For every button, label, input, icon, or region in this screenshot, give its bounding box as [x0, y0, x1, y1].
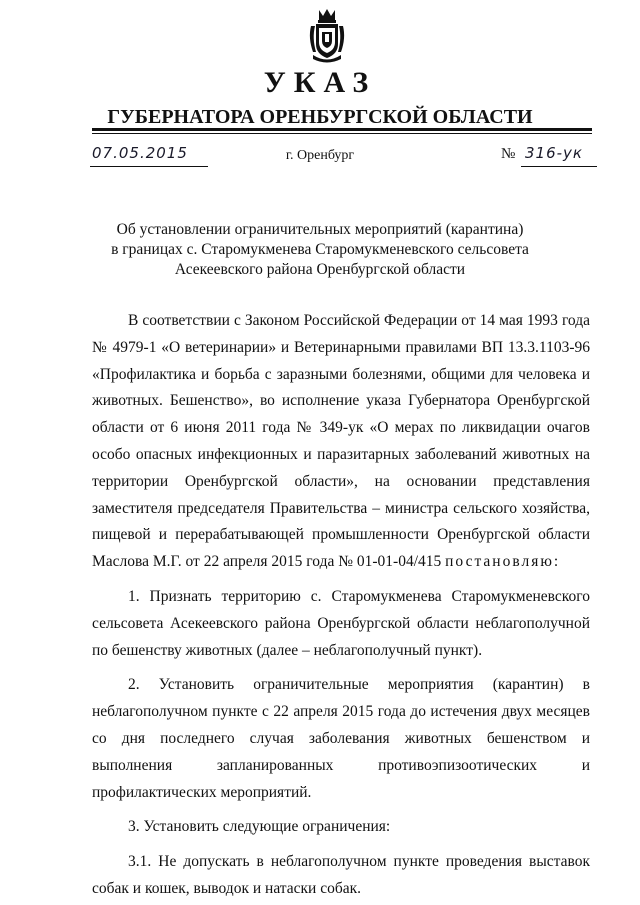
header-divider-thick [92, 128, 592, 131]
document-number: 316-ук [525, 144, 583, 162]
item-3-1-paragraph: 3.1. Не допускать в неблагополучном пункте проведения выставок собак и кошек, выводок и натаски собак. [92, 853, 590, 897]
document-date: 07.05.2015 [92, 144, 188, 162]
item-1-paragraph: 1. Признать территорию с. Старомукменева Старомукменевского сельсовета Асекеевского района Оренбургской области неблагополучной по бешенству животных (далее – неблагополучный пункт). [92, 587, 590, 659]
decree-word: постановляю: [445, 553, 561, 571]
item-3-paragraph: 3. Установить следующие ограничения: [128, 818, 391, 836]
number-sign: № [501, 146, 516, 162]
date-underline [90, 166, 208, 167]
document-heading [0, 220, 640, 280]
preamble-paragraph [92, 308, 590, 576]
document-body [92, 308, 590, 903]
coat-of-arms-icon [307, 8, 347, 64]
item-2-paragraph: 2. Установить ограничительные мероприятия (карантин) в неблагополучном пункте с 22 апреля 2015 года до истечения двух месяцев со дня последнего случая заболевания животных бешенством и выполнения запланированных противоэпизоотических и профилактических мероприятий. [92, 676, 590, 801]
document-title: УКАЗ [263, 66, 377, 99]
document-city: г. Оренбург [285, 148, 355, 163]
number-underline [521, 166, 597, 167]
header-divider-thin [92, 133, 592, 134]
heading-line: в границах с. Старомукменева Старомукменевского сельсовета [111, 241, 529, 258]
heading-line: Об установлении ограничительных мероприятий (карантина) [116, 221, 524, 238]
preamble-text: В соответствии с Законом Российской Федерации от 14 мая 1993 года № 4979-1 «О ветеринарии» и Ветеринарными правилами ВП 13.3.1103-96 «Профилактика и борьба с заразными болезнями, общими для человека и животных. Бешенство», во исполнение указа Губернатора Оренбургской области от 6 июня 2011 года № 349-ук «О мерах по ликвидации очагов особо опасных инфекционных и паразитарных заболеваний животных на территории Оренбургской области», на основании представления заместителя председателя Правительства – министра сельского хозяйства, пищевой и перерабатывающей промышленности Оренбургской области Маслова М.Г. от 22 апреля 2015 года № 01-01-04/415 [92, 312, 590, 571]
heading-line: Асекеевского района Оренбургской области [174, 261, 466, 278]
document-subtitle: ГУБЕРНАТОРА ОРЕНБУРГСКОЙ ОБЛАСТИ [107, 106, 533, 128]
